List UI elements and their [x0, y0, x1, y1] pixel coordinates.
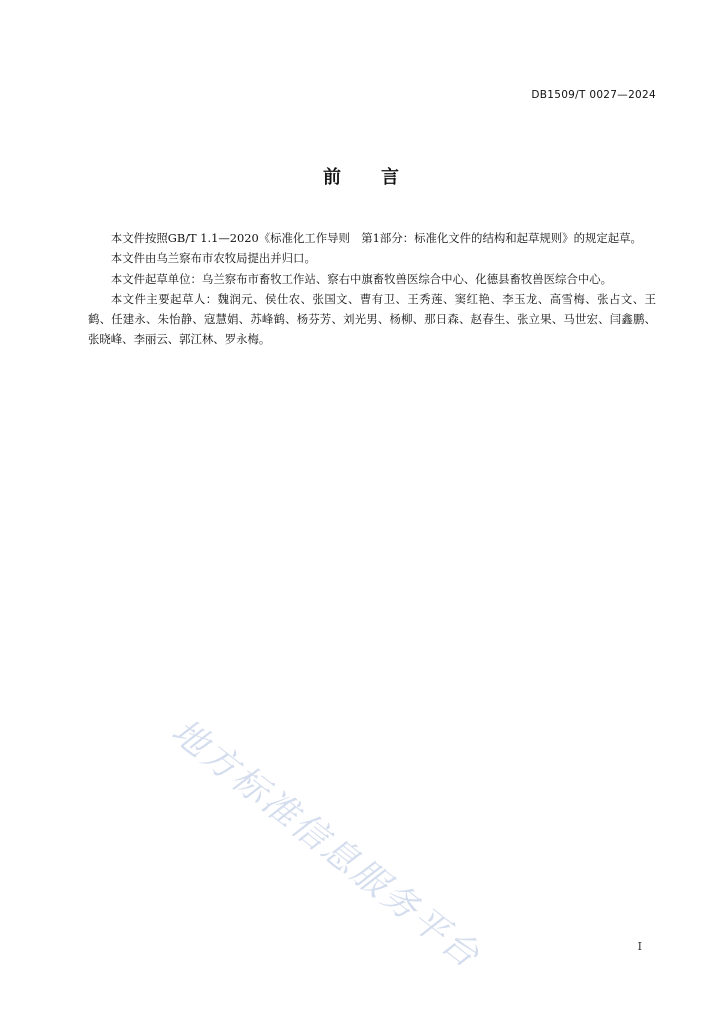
- watermark: 地方标准信息服务平台: [163, 711, 488, 978]
- foreword-body: [88, 228, 656, 350]
- title-char-2: 言: [381, 167, 401, 188]
- page-number: I: [637, 940, 642, 953]
- title-char-1: 前: [323, 167, 343, 188]
- paragraph-drafters: 本文件主要起草人：魏润元、侯仕农、张国文、曹有卫、王秀莲、窦红艳、李玉龙、高雪梅、张占文、王鹤、任建永、朱怡静、寇慧娟、苏峰鹤、杨芬芳、刘光男、杨柳、那日森、赵春生、张立果、马世宏、闫鑫鹏、张晓峰、李丽云、郭江林、罗永梅。: [88, 291, 656, 347]
- paragraph-drafting-units: 本文件起草单位：乌兰察布市畜牧工作站、察右中旗畜牧兽医综合中心、化德县畜牧兽医综合中心。: [110, 271, 612, 286]
- paragraph-proposer: 本文件由乌兰察布市农牧局提出并归口。: [110, 251, 316, 266]
- document-code: DB1509/T 0027—2024: [531, 89, 656, 101]
- paragraph-drafting-rule: 本文件按照GB/T 1.1—2020《标准化工作导则 第1部分：标准化文件的结构和起草规则》的规定起草。: [110, 231, 642, 245]
- page-title: [0, 163, 724, 189]
